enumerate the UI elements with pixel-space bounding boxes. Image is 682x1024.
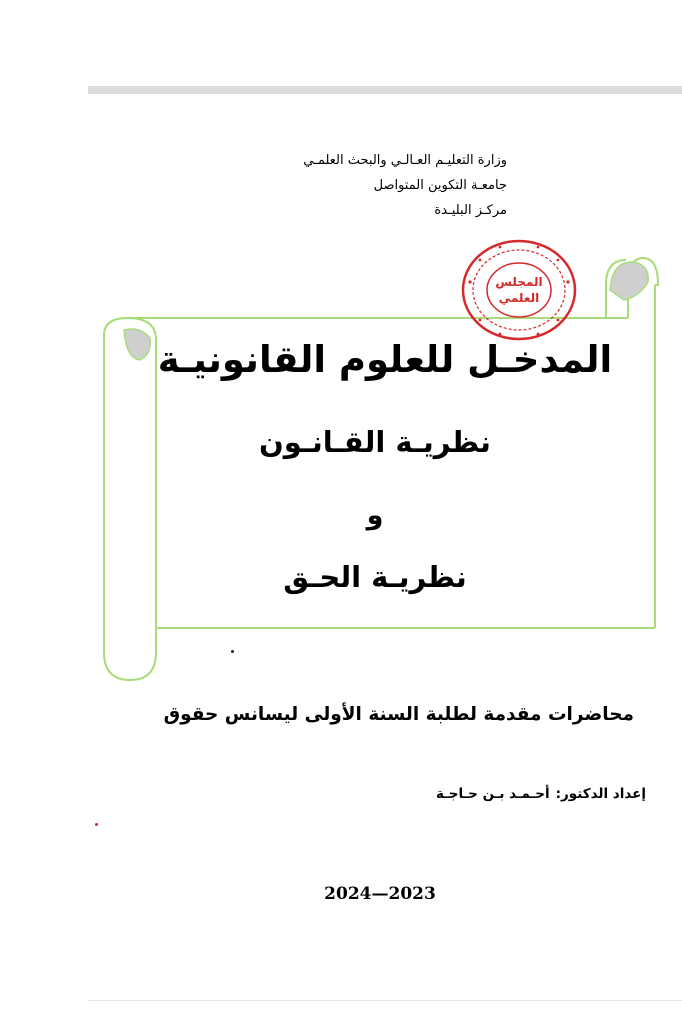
speck — [231, 650, 234, 653]
top-right-curl — [610, 262, 648, 300]
stamp-center-line1: المجلس — [495, 275, 543, 289]
course-part-1: نظريـة القـانـون — [259, 425, 491, 459]
bottom-rule — [88, 1000, 682, 1001]
author-label: إعداد الدكتور: — [555, 786, 646, 802]
audience-subtitle: محاضرات مقدمة لطلبة السنة الأولى ليسانس حقوق — [163, 704, 634, 725]
university-name: جامعـة التكوين المتواصل — [373, 178, 507, 193]
speck — [95, 823, 98, 826]
official-stamp — [460, 238, 578, 342]
author-name: أحـمـد بـن حـاجـة — [435, 786, 550, 802]
course-title: المدخـل للعلوم القانونيـة — [157, 338, 613, 381]
author-line — [430, 786, 646, 802]
ministry-name: وزارة التعليـم العـالـي والبحث العلمـي — [303, 153, 507, 168]
course-part-2: نظريـة الحـق — [283, 560, 467, 594]
stamp-center-line2: العلمي — [498, 291, 540, 305]
title-conjunction: و — [366, 500, 384, 531]
center-name: مركـز البليـدة — [434, 203, 507, 218]
academic-year: 2024—2023 — [324, 884, 436, 904]
